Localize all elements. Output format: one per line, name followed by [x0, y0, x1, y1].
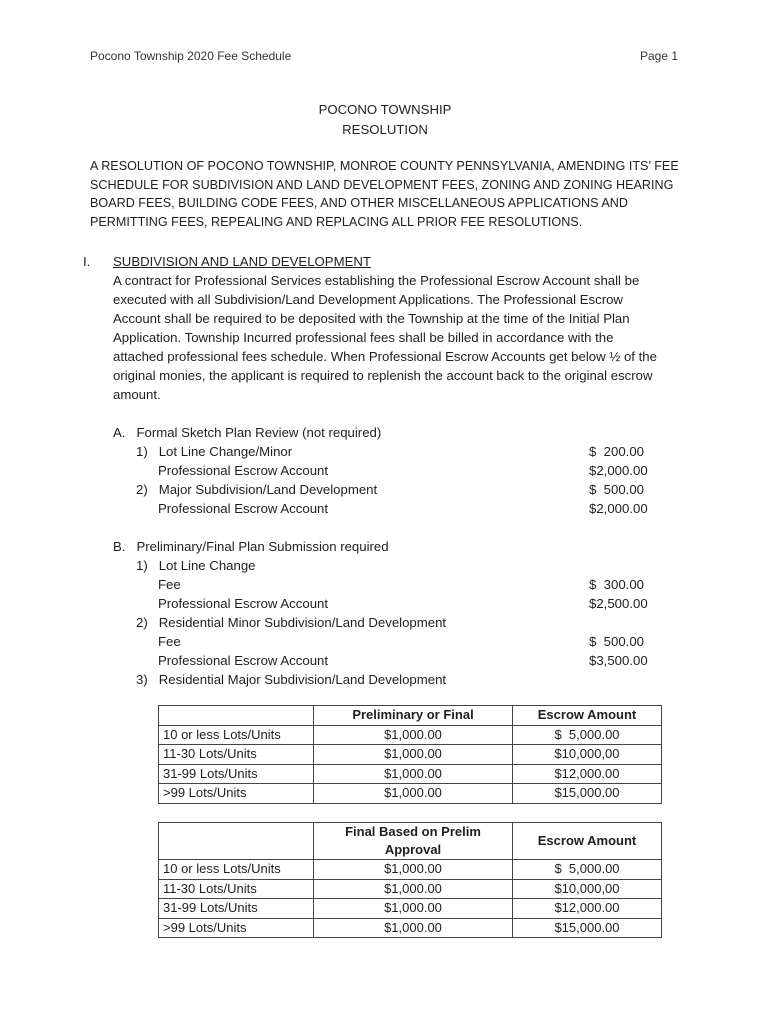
table-row [159, 918, 662, 938]
section-body [113, 271, 683, 404]
body-line: attached professional fees schedule. When Professional Escrow Accounts get below ½ of the [113, 349, 657, 364]
table-header-cell [159, 706, 314, 726]
fee-item-label: Professional Escrow Account [136, 596, 329, 611]
table-cell: $1,000.00 [314, 860, 513, 880]
table-row [159, 764, 662, 784]
table-cell: $1,000.00 [314, 745, 513, 765]
table-cell: $ 5,000.00 [513, 725, 662, 745]
table-cell: 10 or less Lots/Units [159, 860, 314, 880]
table-cell: $1,000.00 [314, 725, 513, 745]
body-line: Account shall be required to be deposited with the Township at the time of the Initial Plan [113, 311, 630, 326]
subsection-b-heading: B. Preliminary/Final Plan Submission required [113, 539, 389, 554]
table-cell: 10 or less Lots/Units [159, 725, 314, 745]
fee-table-final [158, 822, 662, 938]
table-cell: 31-99 Lots/Units [159, 764, 314, 784]
fee-item-label: Professional Escrow Account [136, 653, 329, 668]
table-cell: $1,000.00 [314, 918, 513, 938]
fee-item-label: Professional Escrow Account [136, 501, 329, 516]
table-cell: 31-99 Lots/Units [159, 899, 314, 919]
document-subtitle: RESOLUTION [342, 122, 428, 137]
fee-item-label: 1) Lot Line Change [136, 558, 256, 573]
table-cell: $1,000.00 [314, 784, 513, 804]
body-line: Application. Township Incurred professional fees shall be billed in accordance with the [113, 330, 614, 345]
table-row [159, 784, 662, 804]
resolution-intro [90, 157, 680, 231]
fee-item-label: Fee [136, 577, 181, 592]
header-title: Pocono Township 2020 Fee Schedule [90, 49, 292, 63]
document-title: POCONO TOWNSHIP [318, 102, 452, 117]
table-header-cell: Escrow Amount [513, 706, 662, 726]
fee-item-amount: $ 300.00 [589, 577, 644, 592]
table-cell: $1,000.00 [314, 764, 513, 784]
body-line: original monies, the applicant is required to replenish the account back to the original escrow [113, 368, 653, 383]
section-title: SUBDIVISION AND LAND DEVELOPMENT [113, 254, 371, 269]
body-line: A contract for Professional Services establishing the Professional Escrow Account shall be [113, 273, 640, 288]
fee-item-label: Professional Escrow Account [136, 463, 329, 478]
table-row [159, 879, 662, 899]
table-row [159, 860, 662, 880]
table-header-cell: Final Based on Prelim Approval [314, 823, 513, 860]
fee-item-label: 2) Residential Minor Subdivision/Land Development [136, 615, 447, 630]
fee-table-preliminary [158, 705, 662, 804]
table-cell: $1,000.00 [314, 899, 513, 919]
intro-line: PERMITTING FEES, REPEALING AND REPLACING ALL PRIOR FEE RESOLUTIONS. [90, 214, 583, 229]
fee-item-amount: $2,000.00 [589, 463, 648, 478]
table-cell: >99 Lots/Units [159, 784, 314, 804]
table-cell: $ 5,000.00 [513, 860, 662, 880]
table-cell: 11-30 Lots/Units [159, 879, 314, 899]
table-row [159, 725, 662, 745]
table-cell: $1,000.00 [314, 879, 513, 899]
fee-item-label: 1) Lot Line Change/Minor [136, 444, 293, 459]
fee-item-label: 2) Major Subdivision/Land Development [136, 482, 378, 497]
page-number: Page 1 [640, 49, 679, 63]
table-row [159, 899, 662, 919]
table-cell: >99 Lots/Units [159, 918, 314, 938]
section-number: I. [83, 254, 91, 269]
table-cell: $10,000,00 [513, 745, 662, 765]
subsection-a-heading: A. Formal Sketch Plan Review (not required) [113, 425, 382, 440]
intro-line: A RESOLUTION OF POCONO TOWNSHIP, MONROE COUNTY PENNSYLVANIA, AMENDING ITS’ FEE [90, 159, 679, 173]
fee-item-amount: $2,500.00 [589, 596, 648, 611]
fee-item-label: 3) Residential Major Subdivision/Land Development [136, 672, 447, 687]
table-cell: 11-30 Lots/Units [159, 745, 314, 765]
body-line: executed with all Subdivision/Land Development Applications. The Professional Escrow [113, 292, 623, 307]
fee-item-amount: $ 500.00 [589, 634, 644, 649]
table-cell: $15,000.00 [513, 784, 662, 804]
table-cell: $12,000.00 [513, 899, 662, 919]
table-header-row [159, 706, 662, 726]
table-cell: $12,000.00 [513, 764, 662, 784]
table-row [159, 745, 662, 765]
fee-item-amount: $2,000.00 [589, 501, 648, 516]
intro-line: BOARD FEES, BUILDING CODE FEES, AND OTHER MISCELLANEOUS APPLICATIONS AND [90, 196, 628, 210]
fee-item-label: Fee [136, 634, 181, 649]
fee-item-amount: $ 200.00 [589, 444, 644, 459]
table-cell: $15,000.00 [513, 918, 662, 938]
body-line: amount. [113, 387, 161, 402]
table-header-cell [159, 823, 314, 860]
fee-item-amount: $3,500.00 [589, 653, 648, 668]
table-cell: $10,000,00 [513, 879, 662, 899]
table-header-cell: Preliminary or Final [314, 706, 513, 726]
table-header-row [159, 823, 662, 860]
table-header-cell: Escrow Amount [513, 823, 662, 860]
fee-item-amount: $ 500.00 [589, 482, 644, 497]
intro-line: SCHEDULE FOR SUBDIVISION AND LAND DEVELOPMENT FEES, ZONING AND ZONING HEARING [90, 177, 674, 192]
